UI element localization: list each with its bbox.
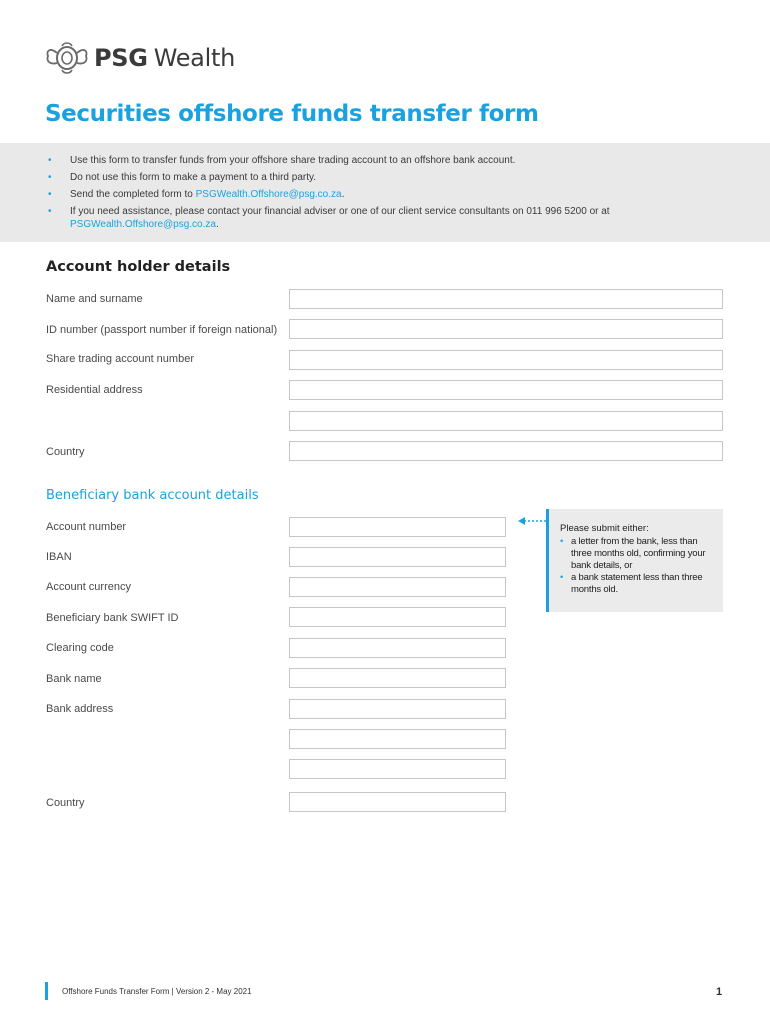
instructions-box xyxy=(0,143,770,242)
bullet-icon: • xyxy=(48,189,52,200)
page-title: Securities offshore funds transfer form xyxy=(45,101,539,127)
account-number-label: Account number xyxy=(46,521,127,533)
psg-wealth-logo xyxy=(44,38,235,78)
bank-name-field[interactable] xyxy=(289,668,506,688)
bank-country-label: Country xyxy=(46,797,85,809)
share-account-label: Share trading account number xyxy=(46,353,194,365)
id-number-field[interactable] xyxy=(289,319,723,339)
email-link[interactable]: PSGWealth.Offshore@psg.co.za xyxy=(70,219,216,230)
account-number-field[interactable] xyxy=(289,517,506,537)
instructions-list xyxy=(48,154,738,235)
note-item: • a letter from the bank, less than three months old, confirming your bank details, or xyxy=(560,536,706,571)
bank-address-field-1[interactable] xyxy=(289,699,506,719)
bank-address-field-3[interactable] xyxy=(289,759,506,779)
share-account-field[interactable] xyxy=(289,350,723,370)
instruction-item: • If you need assistance, please contact your financial adviser or one of our client service consultants on 011 996 5200 or at PSGWealth.Offshore@psg.co.za. xyxy=(48,206,610,230)
swift-id-field[interactable] xyxy=(289,607,506,627)
bullet-icon: • xyxy=(48,172,52,183)
id-number-label: ID number (passport number if foreign national) xyxy=(46,324,278,336)
bullet-icon: • xyxy=(560,536,564,547)
residential-address-field-1[interactable] xyxy=(289,380,723,400)
bullet-icon: • xyxy=(48,155,52,166)
bullet-icon: • xyxy=(560,572,564,583)
brand-name: PSG Wealth xyxy=(94,44,235,72)
supporting-documents-note xyxy=(546,509,723,612)
footer-accent-bar xyxy=(45,982,48,1000)
footer-text: Offshore Funds Transfer Form | Version 2 - May 2021 xyxy=(62,987,252,996)
bank-name-label: Bank name xyxy=(46,673,102,685)
arrow-left-icon xyxy=(518,514,548,528)
page-number: 1 xyxy=(716,986,723,998)
account-currency-label: Account currency xyxy=(46,581,131,593)
country-label: Country xyxy=(46,446,85,458)
instruction-item: • Use this form to transfer funds from your offshore share trading account to an offshore bank account. xyxy=(48,155,516,166)
bank-address-label: Bank address xyxy=(46,703,114,715)
iban-label: IBAN xyxy=(46,551,72,563)
email-link[interactable]: PSGWealth.Offshore@psg.co.za xyxy=(195,189,342,200)
swift-id-label: Beneficiary bank SWIFT ID xyxy=(46,612,179,624)
clearing-code-label: Clearing code xyxy=(46,642,114,654)
instruction-item: • Send the completed form to PSGWealth.Offshore@psg.co.za. xyxy=(48,189,345,200)
note-heading: Please submit either: xyxy=(560,523,649,534)
country-field[interactable] xyxy=(289,441,723,461)
bank-address-field-2[interactable] xyxy=(289,729,506,749)
note-list xyxy=(560,536,715,596)
instruction-item: • Do not use this form to make a payment to a third party. xyxy=(48,172,317,183)
name-label: Name and surname xyxy=(46,293,143,305)
residential-address-field-2[interactable] xyxy=(289,411,723,431)
account-holder-heading: Account holder details xyxy=(46,259,231,275)
clearing-code-field[interactable] xyxy=(289,638,506,658)
beneficiary-heading: Beneficiary bank account details xyxy=(46,488,259,503)
iban-field[interactable] xyxy=(289,547,506,567)
bank-country-field[interactable] xyxy=(289,792,506,812)
name-field[interactable] xyxy=(289,289,723,309)
account-currency-field[interactable] xyxy=(289,577,506,597)
residential-address-label: Residential address xyxy=(46,384,143,396)
bullet-icon: • xyxy=(48,206,52,217)
psg-medallion-logo-icon xyxy=(44,39,90,77)
note-item: • a bank statement less than three months old. xyxy=(560,572,703,595)
